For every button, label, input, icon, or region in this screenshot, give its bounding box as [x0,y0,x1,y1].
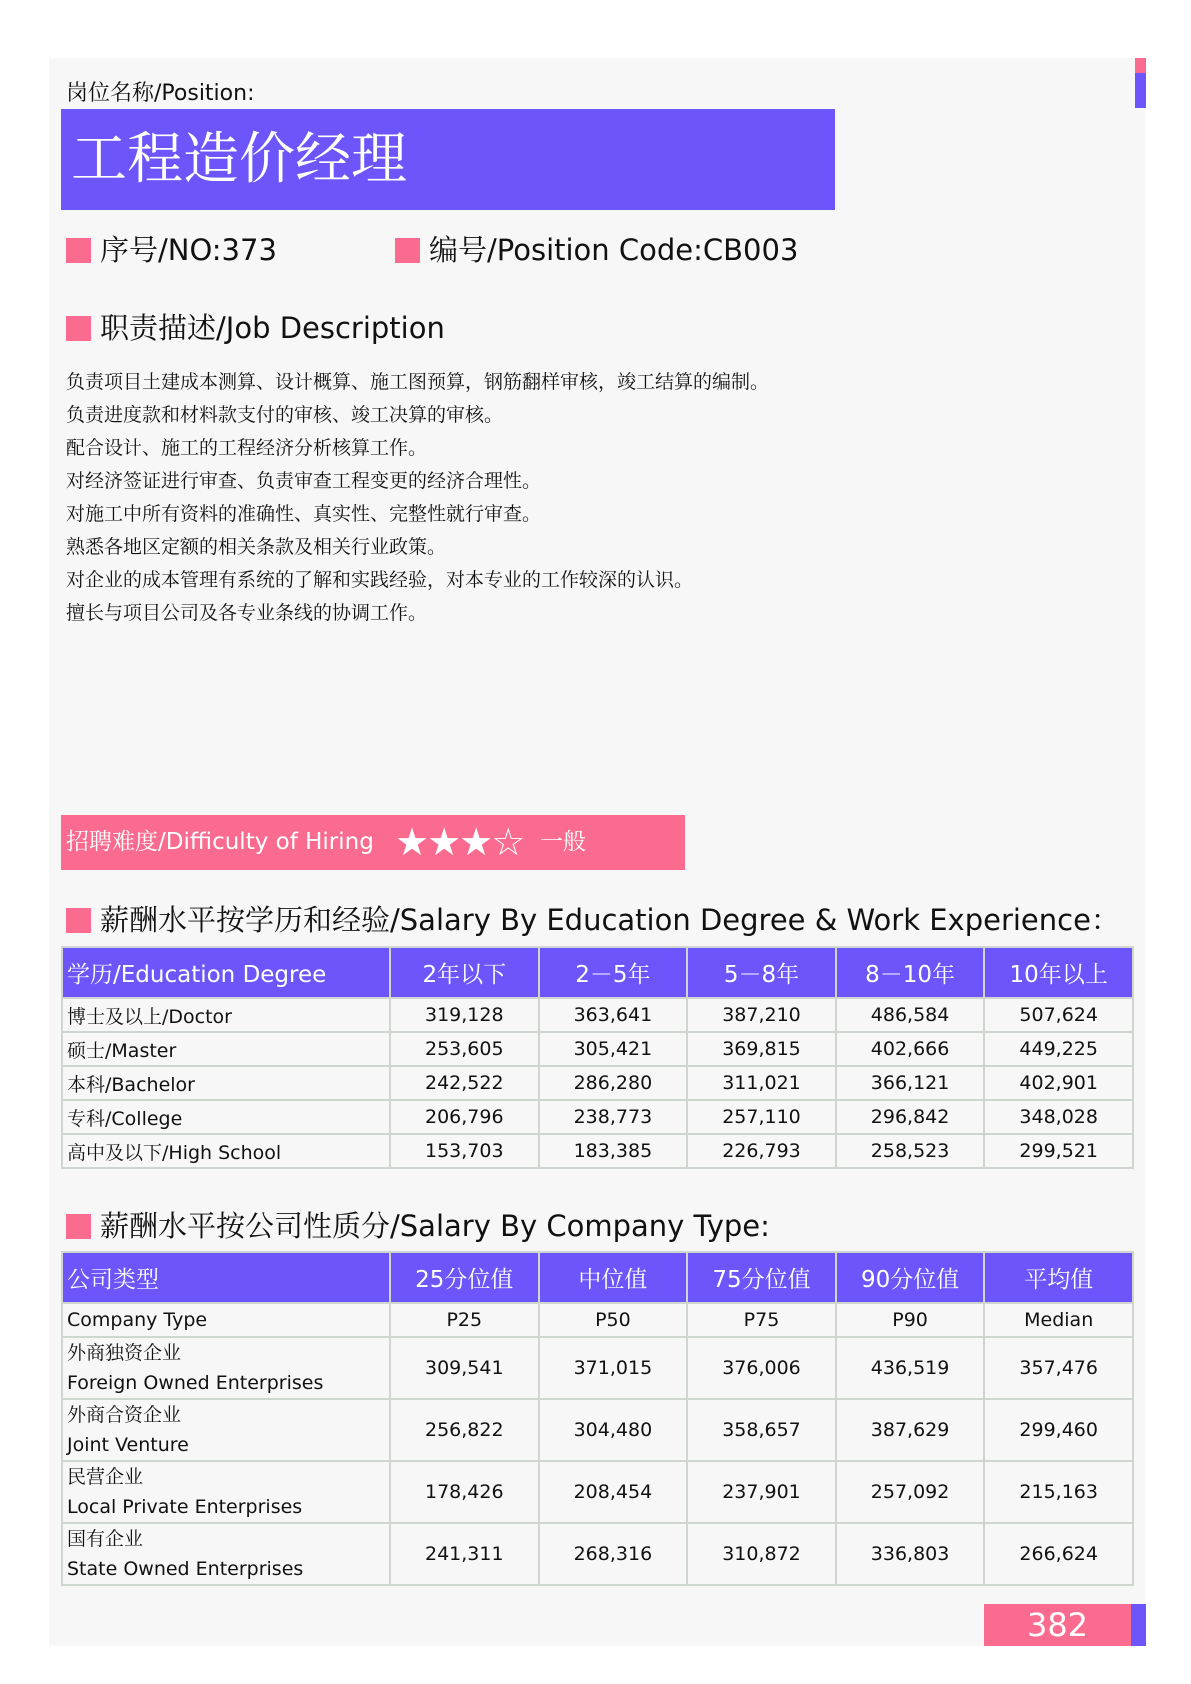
position-label: 岗位名称/Position: [66,81,255,106]
description-line: 负责进度款和材料款支付的审核、竣工决算的审核。 [66,404,504,426]
table-cell: 242,522 [390,1066,539,1100]
table-cell: 215,163 [984,1461,1133,1523]
table-cell: P50 [539,1303,688,1337]
company-salary-heading-text: 薪酬水平按公司性质分/Salary By Company Type: [100,1209,770,1243]
table-cell: 238,773 [539,1100,688,1134]
table-cell: 319,128 [390,998,539,1032]
table-cell: 299,460 [984,1399,1133,1461]
table-cell: 387,629 [836,1399,985,1461]
table-cell: 369,815 [687,1032,836,1066]
table-row [62,1523,1133,1585]
table-cell: 336,803 [836,1523,985,1585]
table-row [62,1066,1133,1100]
table-cell: 296,842 [836,1100,985,1134]
description-line: 负责项目土建成本测算、设计概算、施工图预算，钢筋翻样审核，竣工结算的编制。 [66,371,770,393]
table-cell: 153,703 [390,1134,539,1168]
bullet-square-icon [66,1214,91,1239]
table-cell: 376,006 [687,1337,836,1399]
table-cell: 博士及以上/Doctor [62,998,390,1032]
table-cell: 专科/College [62,1100,390,1134]
corner-accent-pink [1135,58,1146,73]
edu-salary-table [61,946,1134,1169]
table-cell: 257,092 [836,1461,985,1523]
table-cell: 304,480 [539,1399,688,1461]
job-description-heading [66,306,445,347]
table-cell: 241,311 [390,1523,539,1585]
position-title: 工程造价经理 [71,127,407,192]
company-type-en: Foreign Owned Enterprises [67,1372,324,1394]
company-type-cell [62,1523,390,1585]
table-cell: 436,519 [836,1337,985,1399]
table-header-cell: 2年以下 [390,947,539,998]
table-cell: 507,624 [984,998,1133,1032]
table-cell: 358,657 [687,1399,836,1461]
bullet-square-icon [66,238,91,263]
description-line: 配合设计、施工的工程经济分析核算工作。 [66,437,428,459]
table-cell: 486,584 [836,998,985,1032]
company-type-cell [62,1399,390,1461]
table-cell: 286,280 [539,1066,688,1100]
table-cell: Company Type [62,1303,390,1337]
bullet-square-icon [66,316,91,341]
position-number [66,228,277,269]
table-header-cell: 8－10年 [836,947,985,998]
company-type-cn: 外商独资企业 [67,1342,182,1364]
page-number: 382 [1026,1606,1089,1644]
table-row [62,1100,1133,1134]
position-number-text: 序号/NO:373 [100,233,277,267]
company-salary-table [61,1251,1134,1586]
table-row [62,998,1133,1032]
position-code-text: 编号/Position Code:CB003 [429,233,799,267]
table-cell: 402,901 [984,1066,1133,1100]
page-number-accent [1131,1604,1146,1646]
table-cell: 208,454 [539,1461,688,1523]
table-cell: 268,316 [539,1523,688,1585]
bullet-square-icon [395,238,420,263]
edu-salary-heading [66,898,1120,939]
table-header-cell: 90分位值 [836,1252,985,1303]
table-cell: 253,605 [390,1032,539,1066]
hiring-difficulty-bar [61,815,685,870]
table-header-row [62,1252,1133,1303]
table-cell: 237,901 [687,1461,836,1523]
company-type-en: Local Private Enterprises [67,1496,303,1518]
table-header-cell: 学历/Education Degree [62,947,390,998]
table-header-cell: 75分位值 [687,1252,836,1303]
table-header-cell: 10年以上 [984,947,1133,998]
company-type-cn: 国有企业 [67,1528,144,1550]
company-type-cell [62,1461,390,1523]
table-cell: 299,521 [984,1134,1133,1168]
table-row [62,1399,1133,1461]
table-cell: 183,385 [539,1134,688,1168]
table-row [62,1461,1133,1523]
table-cell: Median [984,1303,1133,1337]
description-line: 对施工中所有资料的准确性、真实性、完整性就行审查。 [66,503,542,525]
edu-salary-heading-text: 薪酬水平按学历和经验/Salary By Education Degree & Work Experience： [100,903,1120,937]
table-row [62,1337,1133,1399]
company-type-en: State Owned Enterprises [67,1558,304,1580]
table-cell: 高中及以下/High School [62,1134,390,1168]
hiring-difficulty-label: 招聘难度/Difficulty of Hiring [66,829,374,855]
table-cell: 257,110 [687,1100,836,1134]
table-cell: 371,015 [539,1337,688,1399]
table-cell: 本科/Bachelor [62,1066,390,1100]
table-row [62,1134,1133,1168]
table-cell: 402,666 [836,1032,985,1066]
star-rating-icon: ★★★☆ [395,820,524,864]
table-cell: 256,822 [390,1399,539,1461]
table-cell: 226,793 [687,1134,836,1168]
table-cell: 266,624 [984,1523,1133,1585]
table-header-cell: 5－8年 [687,947,836,998]
company-type-cn: 民营企业 [67,1466,144,1488]
table-cell: 硕士/Master [62,1032,390,1066]
table-cell: 363,641 [539,998,688,1032]
hiring-difficulty-text: 一般 [540,829,586,855]
table-cell: 311,021 [687,1066,836,1100]
table-header-cell: 25分位值 [390,1252,539,1303]
table-cell: 305,421 [539,1032,688,1066]
title-bar [61,109,835,210]
table-cell: 309,541 [390,1337,539,1399]
company-type-en: Joint Venture [67,1434,189,1456]
table-cell: 206,796 [390,1100,539,1134]
table-header-cell: 公司类型 [62,1252,390,1303]
table-header-row [62,947,1133,998]
description-line: 对经济签证进行审查、负责审查工程变更的经济合理性。 [66,470,542,492]
table-cell: 178,426 [390,1461,539,1523]
position-code [395,228,798,269]
table-cell: 366,121 [836,1066,985,1100]
table-header-cell: 中位值 [539,1252,688,1303]
table-cell: 387,210 [687,998,836,1032]
corner-accent-purple [1135,73,1146,108]
table-header-cell: 2－5年 [539,947,688,998]
company-salary-heading [66,1204,770,1245]
table-cell: 357,476 [984,1337,1133,1399]
table-cell: P25 [390,1303,539,1337]
description-line: 对企业的成本管理有系统的了解和实践经验，对本专业的工作较深的认识。 [66,569,694,591]
table-row [62,1032,1133,1066]
table-header-cell: 平均值 [984,1252,1133,1303]
bullet-square-icon [66,908,91,933]
description-line: 熟悉各地区定额的相关条款及相关行业政策。 [66,536,447,558]
table-subheader-row [62,1303,1133,1337]
company-type-cn: 外商合资企业 [67,1404,182,1426]
table-cell: 348,028 [984,1100,1133,1134]
job-description-list [66,366,769,630]
table-cell: P90 [836,1303,985,1337]
table-cell: P75 [687,1303,836,1337]
table-cell: 449,225 [984,1032,1133,1066]
description-line: 擅长与项目公司及各专业条线的协调工作。 [66,602,428,624]
table-cell: 310,872 [687,1523,836,1585]
company-type-cell [62,1337,390,1399]
job-description-heading-text: 职责描述/Job Description [100,311,445,345]
table-cell: 258,523 [836,1134,985,1168]
